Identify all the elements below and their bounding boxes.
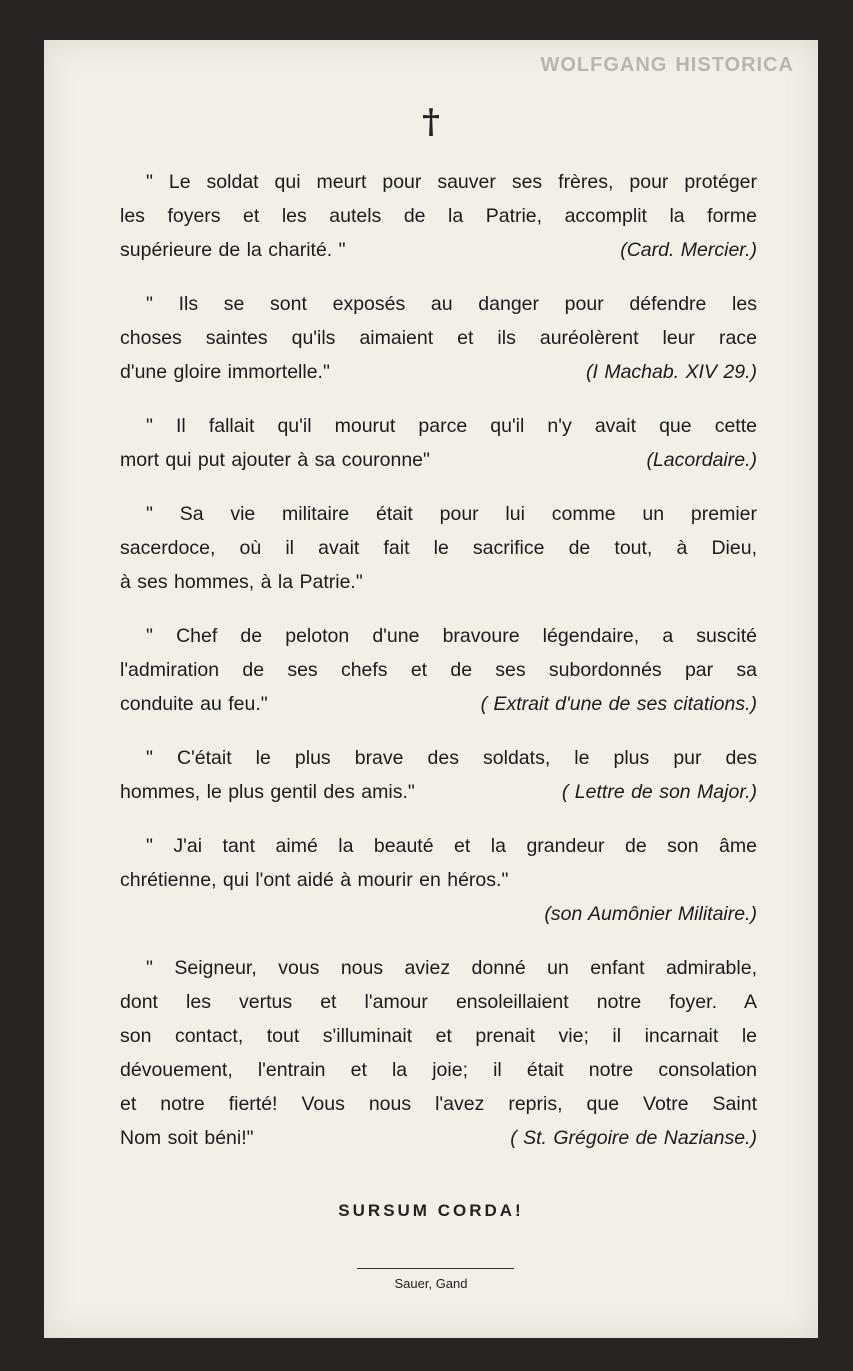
quote-paragraph [120,741,757,809]
quote-line: chrétienne, qui l'ont aidé à mourir en héros." [120,869,509,891]
quote-line: " Sa vie militaire était pour lui comme un premier [146,503,757,525]
closing-text: SURSUM CORDA! [338,1201,524,1220]
quote-paragraph [120,409,757,477]
quote-text: conduite au feu." [120,693,268,715]
watermark-logo: WOLFGANG HISTORICA [540,54,794,76]
quote-line: dont les vertus et l'amour ensoleillaient notre foyer. A [120,991,757,1013]
quote-line: choses saintes qu'ils aimaient et ils auréolèrent leur race [120,327,757,349]
quote-paragraph [120,497,757,599]
quote-line: " Ils se sont exposés au danger pour défendre les [146,293,757,315]
quote-text: mort qui put ajouter à sa couronne" [120,449,430,471]
quote-text: supérieure de la charité. " [120,239,346,261]
quote-line [120,1121,757,1155]
quote-line: " J'ai tant aimé la beauté et la grandeur de son âme [146,835,757,857]
memorial-card [44,40,818,1338]
quote-attribution: ( Lettre de son Major.) [561,781,757,803]
quote-paragraph [120,619,757,721]
quote-line: son contact, tout s'illuminait et prenait vie; il incarnait le [120,1025,757,1047]
quote-line: les foyers et les autels de la Patrie, accomplit la forme [120,205,757,227]
quote-text: d'une gloire immortelle." [120,361,330,383]
quote-line [120,233,757,267]
quote-attribution: ( St. Grégoire de Nazianse.) [510,1127,757,1149]
quote-line: " Il fallait qu'il mourut parce qu'il n'y avait que cette [146,415,757,437]
quote-attribution: (I Machab. XIV 29.) [586,361,757,383]
quote-line: sacerdoce, où il avait fait le sacrifice de tout, à Dieu, [120,537,757,559]
quote-paragraph [120,829,757,931]
quote-line [120,775,757,809]
divider [357,1268,514,1269]
quote-attribution: (Lacordaire.) [646,449,757,471]
quote-line [120,687,757,721]
printer-credit: Sauer, Gand [394,1276,468,1291]
quote-line: et notre fierté! Vous nous l'avez repris, que Votre Saint [120,1093,757,1115]
quote-text: Nom soit béni!" [120,1127,254,1149]
quote-line: " Le soldat qui meurt pour sauver ses frères, pour protéger [146,171,757,193]
quote-attribution: (son Aumônier Militaire.) [544,903,757,925]
quote-paragraph [120,165,757,267]
quote-line [120,443,757,477]
quote-text: hommes, le plus gentil des amis." [120,781,415,803]
quote-paragraph [120,951,757,1155]
quote-paragraph [120,287,757,389]
quotes-body [120,165,757,1175]
quote-attribution: (Card. Mercier.) [620,239,757,261]
quote-line [120,355,757,389]
quote-line: à ses hommes, à la Patrie." [120,571,363,593]
quote-line: l'admiration de ses chefs et de ses subordonnés par sa [120,659,757,681]
quote-line: " Chef de peloton d'une bravoure légendaire, a suscité [146,625,757,647]
cross-icon: † [422,102,440,142]
quote-line: dévouement, l'entrain et la joie; il était notre consolation [120,1059,757,1081]
quote-line: " C'était le plus brave des soldats, le plus pur des [146,747,757,769]
quote-attribution: ( Extrait d'une de ses citations.) [480,693,757,715]
quote-line: " Seigneur, vous nous aviez donné un enfant admirable, [146,957,757,979]
